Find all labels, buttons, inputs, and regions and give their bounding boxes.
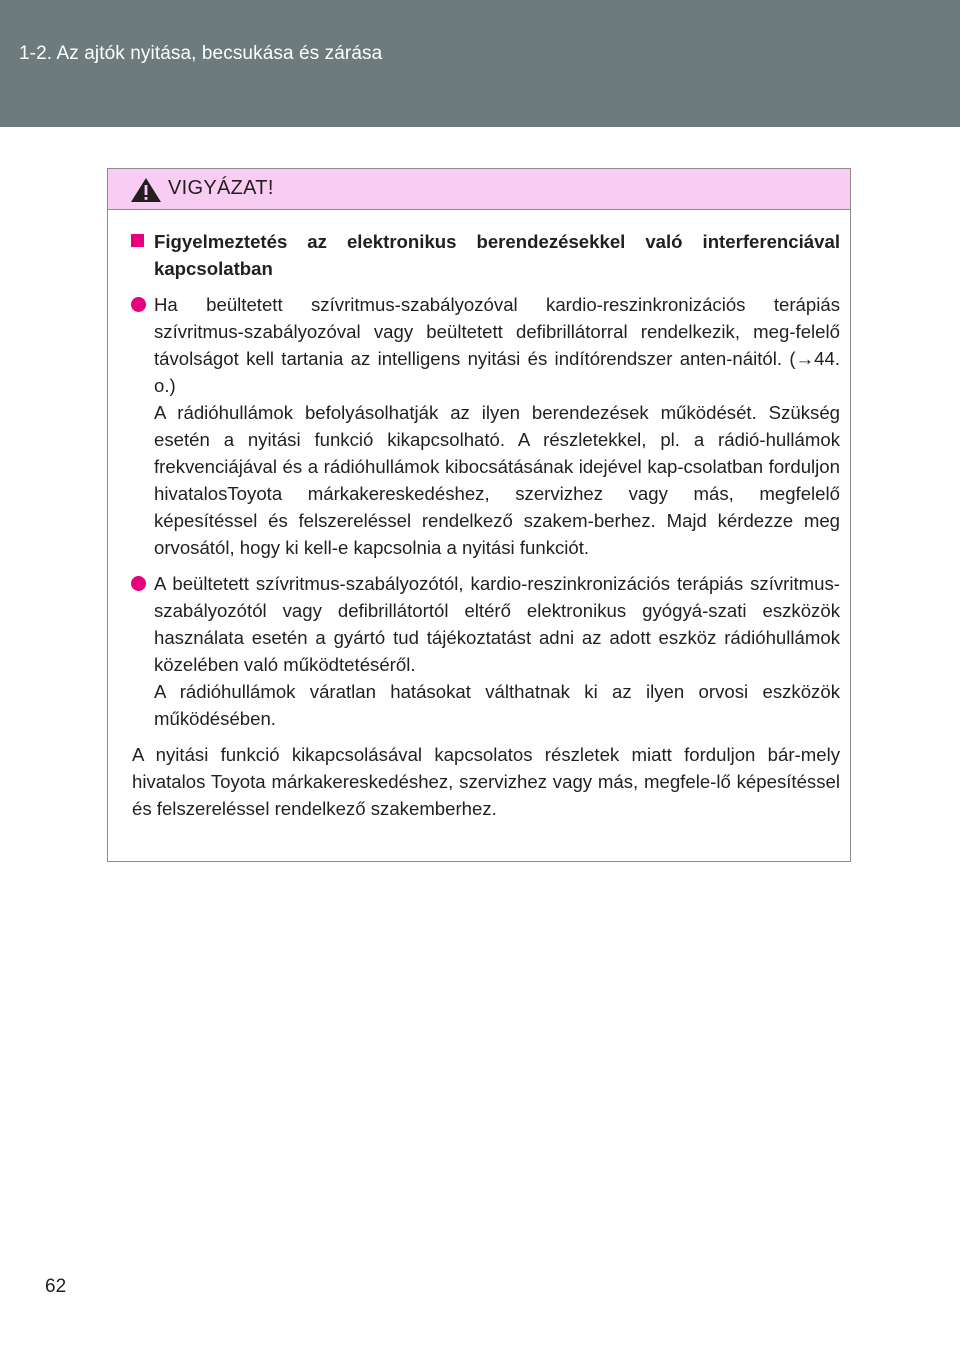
page-number: 62	[45, 1276, 67, 1297]
paragraph: Ha beültetett szívritmus-szabályozóval kardio-reszinkronizációs terápiás szívritmus-szabályozóval vagy beültetett defibrillátorral rendelkezik, meg-felelő távolságot kell tartania az intelligens nyitási és indítórendszer anten-náitól. (→44. o.)	[154, 294, 840, 396]
header-bar	[0, 0, 960, 127]
square-bullet-icon	[131, 234, 144, 247]
paragraph: A rádióhullámok befolyásolhatják az ilyen berendezések működését. Szükség esetén a nyitási funkció kikapcsolható. A részletekkel, pl. a rádió-hullámok frekvenciájával és a rádióhullámok kibocsátásának idejével kap-csolatban forduljon hivatalosToyota márkakereskedéshez, szervizhez vagy más, megfelelő képesítéssel és felszereléssel rendelkező szakem-berhez. Majd kérdezze meg orvosától, hogy ki kell-e kapcsolnia a nyitási funkciót.	[154, 402, 840, 558]
warning-label: VIGYÁZAT!	[168, 177, 274, 199]
paragraph: A beültetett szívritmus-szabályozótól, kardio-reszinkronizációs terápiás szívritmus-szabályozótól vagy defibrillátortól eltérő elektronikus gyógyá-szati eszközök használata esetén a gyártó tud tájékoztatást adni az adott eszköz rádióhullámok közelében való működtetéséről.	[154, 573, 840, 675]
warning-box	[107, 168, 851, 862]
chapter-title: 1-2. Az ajtók nyitása, becsukása és zárása	[19, 43, 383, 64]
section-title	[130, 228, 840, 282]
circle-bullet-icon	[131, 576, 146, 591]
list-item	[130, 291, 840, 561]
list-item	[130, 570, 840, 732]
warning-triangle-icon	[130, 177, 162, 203]
warning-body	[108, 210, 850, 822]
section-title-text: Figyelmeztetés az elektronikus berendezésekkel való interferenciával kapcsolatban	[154, 231, 840, 279]
paragraph: A rádióhullámok váratlan hatásokat válthatnak ki az ilyen orvosi eszközök működésében.	[154, 681, 840, 729]
warning-header	[108, 169, 850, 210]
circle-bullet-icon	[131, 297, 146, 312]
closing-paragraph: A nyitási funkció kikapcsolásával kapcsolatos részletek miatt forduljon bár-mely hivatalos Toyota márkakereskedéshez, szervizhez vagy más, megfele-lő képesítéssel és felszereléssel rendelkező szakemberhez.	[132, 744, 840, 819]
